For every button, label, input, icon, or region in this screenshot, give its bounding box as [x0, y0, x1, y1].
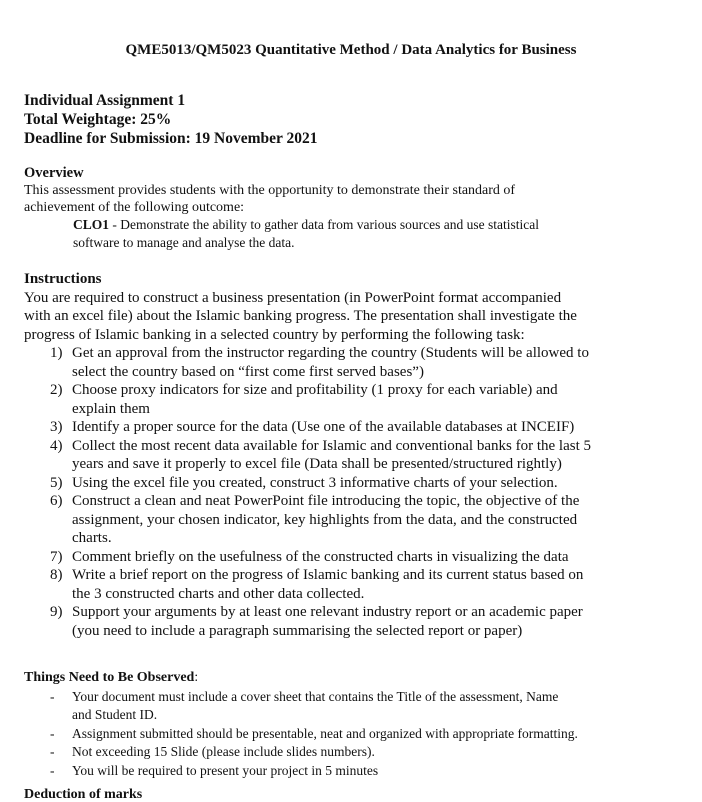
page-title: QME5013/QM5023 Quantitative Method / Data Analytics for Business	[125, 42, 577, 58]
clo-text-2: software to manage and analyse the data.	[73, 234, 295, 250]
task-line: Identify a proper source for the data (Use one of the available databases at INCEIF)	[72, 419, 575, 435]
bullet-dash: -	[50, 744, 55, 759]
task-line: Construct a clean and neat PowerPoint file introducing the topic, the objective of the	[72, 493, 580, 509]
task-line: Using the excel file you created, construct 3 informative charts of your selection.	[72, 474, 558, 491]
task-number: 7)	[50, 548, 63, 565]
assignment-name: Individual Assignment 1	[24, 92, 186, 109]
task-line: select the country based on “first come first served bases”)	[72, 363, 424, 380]
overview-line-2: achievement of the following outcome:	[24, 200, 245, 215]
task-line: assignment, your chosen indicator, key highlights from the data, and the constructed	[72, 511, 578, 528]
observed-item	[24, 688, 664, 725]
total-weightage: Total Weightage: 25%	[24, 111, 172, 128]
task-item	[24, 603, 644, 640]
task-number: 5)	[50, 474, 63, 491]
bullet-dash: -	[50, 762, 55, 778]
task-item	[24, 381, 644, 418]
observed-heading-colon: :	[194, 669, 199, 684]
observed-section	[24, 668, 664, 780]
clo-outcome	[73, 216, 664, 251]
task-line: (you need to include a paragraph summarising the selected report or paper)	[72, 622, 523, 639]
instructions-intro-1: You are required to construct a business presentation (in PowerPoint format accompanied	[24, 289, 562, 306]
task-line: Collect the most recent data available for Islamic and conventional banks for the last 5	[72, 437, 591, 454]
task-line: years and save it properly to excel file (Data shall be presented/structured rightly)	[72, 456, 562, 472]
task-item	[24, 492, 644, 548]
task-item	[24, 418, 644, 437]
observed-heading: Things Need to Be Observed	[24, 670, 195, 685]
submission-deadline: Deadline for Submission: 19 November 2021	[24, 130, 318, 147]
task-item	[24, 548, 644, 567]
observed-line: and Student ID.	[72, 707, 158, 722]
task-line: Get an approval from the instructor regarding the country (Students will be allowed to	[72, 345, 589, 361]
observed-item	[24, 725, 664, 744]
task-item	[24, 344, 644, 381]
task-line: Choose proxy indicators for size and profitability (1 proxy for each variable) and	[72, 382, 558, 398]
task-line: Write a brief report on the progress of Islamic banking and its current status based on	[72, 567, 584, 583]
observed-line: You will be required to present your project in 5 minutes	[72, 762, 379, 778]
instructions-section	[24, 270, 644, 640]
clo-text-1: - Demonstrate the ability to gather data from various sources and use statistical	[109, 217, 540, 232]
task-line: Support your arguments by at least one relevant industry report or an academic paper	[72, 604, 583, 620]
cutoff-heading	[24, 787, 154, 802]
task-line: the 3 constructed charts and other data collected.	[72, 585, 365, 602]
task-item	[24, 566, 644, 603]
instructions-intro-2: with an excel file) about the Islamic banking progress. The presentation shall investigate the	[24, 308, 577, 324]
instructions-intro-3: progress of Islamic banking in a selected country by performing the following task:	[24, 326, 525, 343]
observed-line: Not exceeding 15 Slide (please include slides numbers).	[72, 744, 375, 759]
task-item	[24, 437, 644, 474]
task-number: 3)	[50, 419, 63, 435]
task-number: 1)	[50, 345, 63, 361]
clo-label: CLO1	[73, 217, 110, 232]
overview-line-1: This assessment provides students with the opportunity to demonstrate their standard of	[24, 183, 516, 198]
task-number: 9)	[50, 604, 63, 620]
bullet-dash: -	[50, 688, 55, 704]
instructions-heading: Instructions	[24, 271, 102, 287]
observed-line: Your document must include a cover sheet that contains the Title of the assessment, Name	[72, 688, 559, 704]
observed-list	[24, 688, 664, 781]
overview-section	[24, 165, 664, 251]
task-number: 8)	[50, 567, 63, 583]
task-list	[24, 344, 644, 640]
observed-item	[24, 743, 664, 762]
assignment-meta	[24, 91, 318, 148]
task-number: 6)	[50, 493, 63, 509]
observed-item	[24, 762, 664, 781]
task-item	[24, 474, 644, 493]
cutoff-heading-text: Deduction of marks	[24, 787, 143, 802]
bullet-dash: -	[50, 725, 55, 741]
task-line: explain them	[72, 400, 150, 417]
observed-line: Assignment submitted should be presentable, neat and organized with appropriate formatting.	[72, 725, 578, 741]
task-line: charts.	[72, 530, 112, 546]
task-line: Comment briefly on the usefulness of the constructed charts in visualizing the data	[72, 548, 569, 565]
task-number: 4)	[50, 437, 63, 454]
task-number: 2)	[50, 382, 63, 398]
overview-heading: Overview	[24, 165, 84, 181]
